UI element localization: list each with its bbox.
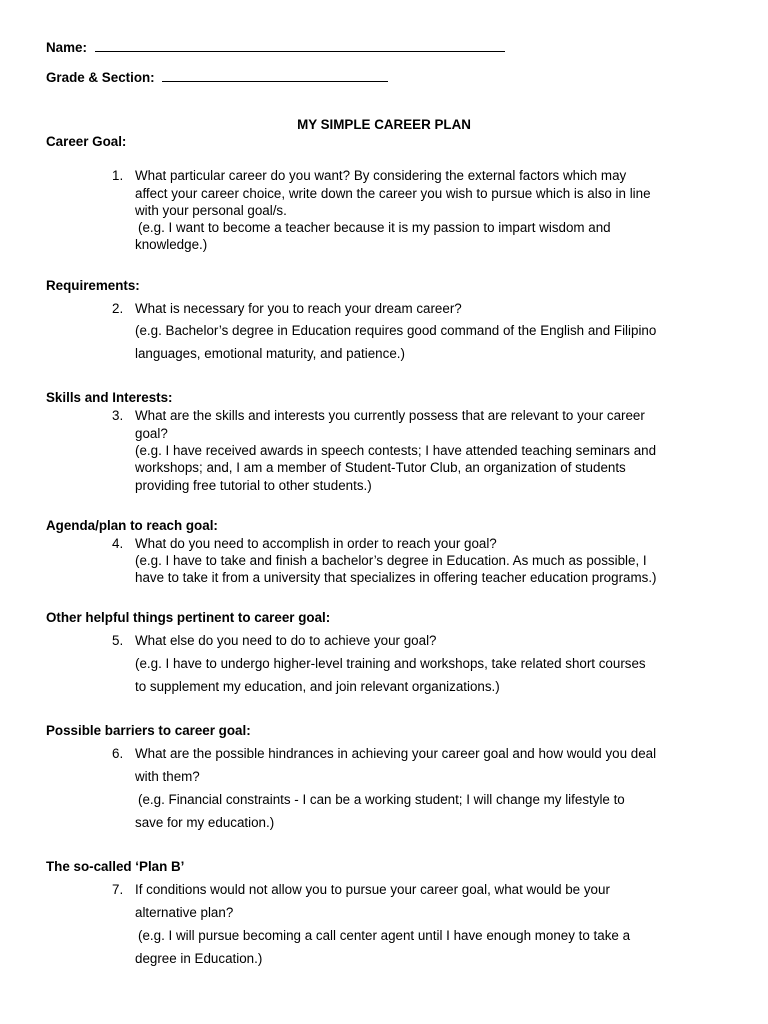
grade-section-label: Grade & Section: [46, 70, 155, 85]
example-3-line-3: providing free tutorial to other students.) [135, 478, 372, 493]
question-4-line-1: What do you need to accomplish in order to reach your goal? [135, 536, 497, 551]
example-6-line-1: (e.g. Financial constraints - I can be a working student; I will change my lifestyle to [138, 792, 625, 807]
item-number-1: 1. [112, 168, 124, 183]
question-7-line-2: alternative plan? [135, 905, 234, 920]
question-7-line-1: If conditions would not allow you to pursue your career goal, what would be your [135, 882, 610, 897]
question-5-line-1: What else do you need to do to achieve your goal? [135, 633, 437, 648]
example-6-line-2: save for my education.) [135, 815, 275, 830]
example-2-line-1: (e.g. Bachelor’s degree in Education requires good command of the English and Filipino [135, 323, 657, 338]
example-4-line-1: (e.g. I have to take and finish a bachelor’s degree in Education. As much as possible, I [135, 553, 647, 568]
question-6-line-1: What are the possible hindrances in achieving your career goal and how would you deal [135, 746, 657, 761]
name-blank-line[interactable] [95, 38, 505, 52]
question-1-line-2: affect your career choice, write down the career you wish to pursue which is also in line [135, 186, 651, 201]
section-heading-requirements: Requirements: [46, 278, 140, 293]
item-number-5: 5. [112, 633, 124, 648]
example-1-line-1: (e.g. I want to become a teacher because it is my passion to impart wisdom and [138, 220, 611, 235]
example-7-line-2: degree in Education.) [135, 951, 263, 966]
question-6-line-2: with them? [135, 769, 200, 784]
section-heading-plan-b: The so-called ‘Plan B’ [46, 859, 185, 874]
example-3-line-1: (e.g. I have received awards in speech contests; I have attended teaching seminars and [135, 443, 657, 458]
example-1-line-2: knowledge.) [135, 237, 208, 252]
grade-section-field[interactable] [46, 68, 388, 85]
section-heading-career-goal: Career Goal: [46, 134, 127, 149]
section-heading-skills-interests: Skills and Interests: [46, 390, 173, 405]
example-5-line-2: to supplement my education, and join relevant organizations.) [135, 679, 500, 694]
section-heading-agenda: Agenda/plan to reach goal: [46, 518, 218, 533]
question-3-line-1: What are the skills and interests you currently possess that are relevant to your career [135, 408, 645, 423]
example-2-line-2: languages, emotional maturity, and patience.) [135, 346, 405, 361]
item-number-7: 7. [112, 882, 124, 897]
grade-section-blank-line[interactable] [162, 68, 388, 82]
page-title: MY SIMPLE CAREER PLAN [297, 117, 471, 132]
item-number-4: 4. [112, 536, 124, 551]
name-field[interactable] [46, 38, 505, 55]
name-label: Name: [46, 40, 87, 55]
item-number-6: 6. [112, 746, 124, 761]
example-3-line-2: workshops; and, I am a member of Student-Tutor Club, an organization of students [135, 460, 626, 475]
item-number-3: 3. [112, 408, 124, 423]
example-7-line-1: (e.g. I will pursue becoming a call center agent until I have enough money to take a [138, 928, 631, 943]
section-heading-other-helpful-things: Other helpful things pertinent to career goal: [46, 610, 331, 625]
item-number-2: 2. [112, 301, 124, 316]
question-1-line-3: with your personal goal/s. [135, 203, 287, 218]
example-4-line-2: have to take it from a university that specializes in offering teacher education programs.) [135, 570, 657, 585]
question-3-line-2: goal? [135, 426, 168, 441]
section-heading-possible-barriers: Possible barriers to career goal: [46, 723, 251, 738]
question-1-line-1: What particular career do you want? By considering the external factors which may [135, 168, 627, 183]
example-5-line-1: (e.g. I have to undergo higher-level training and workshops, take related short courses [135, 656, 646, 671]
question-2-line-1: What is necessary for you to reach your dream career? [135, 301, 462, 316]
